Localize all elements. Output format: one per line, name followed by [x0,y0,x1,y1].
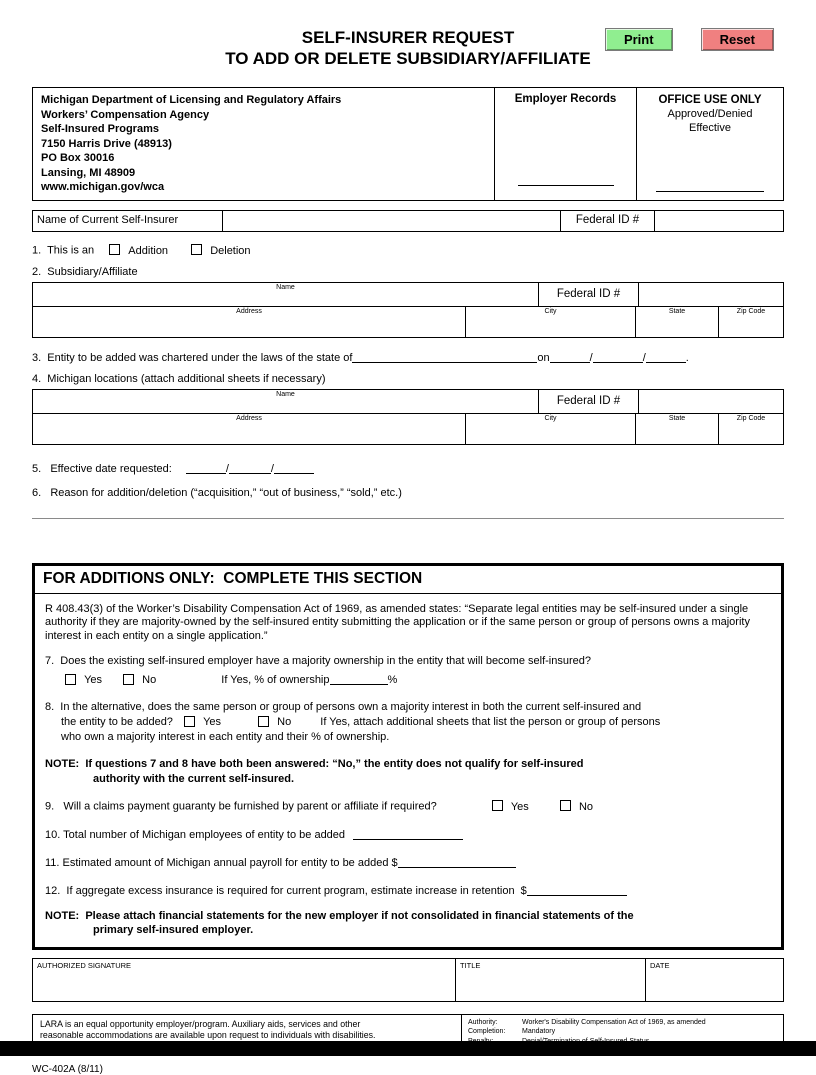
form-number: WC-402A (8/11) [32,1064,103,1075]
name-column-label: Name [276,283,295,291]
q8-yes-checkbox[interactable] [184,716,195,727]
subsidiary-federal-id-label: Federal ID # [539,283,639,306]
ownership-percent-blank[interactable] [330,673,388,685]
employer-records-fill-line[interactable] [518,185,614,186]
subsidiary-name-row [32,282,784,307]
note2-line2: primary self-insured employer. [93,924,254,936]
q8-item [45,700,771,745]
q7-yes-checkbox[interactable] [65,674,76,685]
q6-text: 6. Reason for addition/deletion (“acquisition,” “out of business,” “sold,” etc.) [32,486,402,499]
q3-slash1: / [589,351,593,364]
address-column-label: Address [236,307,262,315]
agency-line: Self-Insured Programs [41,123,159,135]
subsidiary-address-row [32,307,784,338]
location-federal-id-label: Federal ID # [539,390,639,413]
lara-line2: reasonable accommodations are available upon request to individuals with disabilities. [40,1030,376,1040]
q8-ifyes-text: If Yes, attach additional sheets that list the person or group of persons [320,716,661,728]
q7-no-checkbox[interactable] [123,674,134,685]
location-federal-id-input[interactable] [639,390,783,413]
note2-line1: NOTE: Please attach financial statements for the new employer if not consolidated in financial statements of the [45,909,634,922]
office-use-only-box [636,88,783,200]
location-address-cell[interactable] [33,414,466,444]
reset-button[interactable]: Reset [701,28,774,51]
additions-body [35,594,781,947]
current-insurer-name-label: Name of Current Self-Insurer [33,211,223,231]
q9-no-checkbox[interactable] [560,800,571,811]
current-insurer-name-input[interactable] [223,211,561,231]
retention-amount-blank[interactable] [527,884,627,896]
approved-denied-label: Approved/Denied [667,108,753,120]
q11-payroll [45,856,771,869]
location-name-row [32,389,784,414]
office-use-only-label: OFFICE USE ONLY [658,94,762,106]
addition-checkbox[interactable] [109,244,120,255]
q9-yes-label: Yes [510,800,529,813]
effective-date-year-blank[interactable] [274,462,314,474]
q2-text: 2. Subsidiary/Affiliate [32,265,138,278]
form-action-buttons [605,28,774,51]
form-content [0,87,816,1075]
q11-text: 11. Estimated amount of Michigan annual payroll for entity to be added $ [45,856,398,869]
location-city-cell[interactable] [466,414,636,444]
current-insurer-federal-id-label: Federal ID # [561,211,655,231]
q7-percent-sign: % [387,674,398,686]
subsidiary-address-cell[interactable] [33,307,466,337]
q3-chartered-state [32,351,784,364]
address-column-label: Address [236,414,262,422]
q1-text: 1. This is an [32,244,95,257]
chartered-date-day-blank[interactable] [593,351,643,363]
q5-text: 5. Effective date requested: [32,462,172,475]
q9-yes-checkbox[interactable] [492,800,503,811]
authority-row [468,1018,777,1028]
note1-line1: NOTE: If questions 7 and 8 have both been answered: “No,” the entity does not qualify for self-insured [45,758,584,770]
q5-slash2: / [270,462,274,475]
employer-records-label: Employer Records [514,93,617,105]
q8-line2 [45,715,771,730]
q3-on-text: on [537,351,550,364]
location-address-row [32,414,784,445]
deletion-label: Deletion [210,244,251,257]
chartered-date-month-blank[interactable] [550,351,590,363]
current-insurer-federal-id-input[interactable] [655,211,783,231]
additions-heading: FOR ADDITIONS ONLY: COMPLETE THIS SECTION [35,566,781,594]
location-name-cell[interactable] [33,390,539,413]
signature-row [32,958,784,1002]
authorized-signature-cell[interactable] [33,959,456,1001]
state-column-label: State [668,307,686,315]
note-questions-7-8 [45,757,771,786]
lara-line1: LARA is an equal opportunity employer/program. Auxiliary aids, services and other [40,1018,361,1029]
q8-no-label: No [277,716,292,728]
q3-text: 3. Entity to be added was chartered under the laws of the state of [32,351,353,364]
addition-label: Addition [128,244,169,257]
note1-line2: authority with the current self-insured. [93,772,295,785]
effective-label: Effective [689,122,731,134]
form-title-line2: TO ADD OR DELETE SUBSIDIARY/AFFILIATE [225,49,591,68]
subsidiary-table [32,282,784,338]
agency-line: PO Box 30016 [41,152,115,164]
agency-line: 7150 Harris Drive (48913) [41,137,172,150]
authorized-signature-label: AUTHORIZED SIGNATURE [37,960,132,970]
q8-line2-text: the entity to be added? [61,716,173,728]
chartered-date-year-blank[interactable] [646,351,686,363]
subsidiary-federal-id-input[interactable] [639,283,783,306]
q10-employees [45,828,771,841]
michigan-locations-table [32,389,784,445]
q4-text: 4. Michigan locations (attach additional sheets if necessary) [32,372,326,385]
q8-line1: 8. In the alternative, does the same person or group of persons own a majority interest in both the current self-insured and [45,701,642,713]
name-column-label: Name [276,390,295,398]
agency-website: www.michigan.gov/wca [41,181,165,193]
chartered-state-blank[interactable] [352,351,537,363]
location-state-cell[interactable] [636,414,719,444]
q3-period: . [685,351,689,364]
date-cell[interactable] [646,959,783,1001]
city-column-label: City [544,414,557,422]
title-label: TITLE [460,960,481,970]
q8-yes-label: Yes [203,716,222,728]
note-financial-statements [45,909,771,938]
q10-text: 10. Total number of Michigan employees of entity to be added [45,828,346,841]
city-column-label: City [544,307,557,315]
effective-date-day-blank[interactable] [229,462,271,474]
q12-retention [45,884,771,897]
completion-label: Completion: [468,1028,506,1035]
form-title-line1: SELF-INSURER REQUEST [301,28,515,47]
location-zip-cell[interactable] [719,414,783,444]
subsidiary-state-cell[interactable] [636,307,719,337]
q7-yes-label: Yes [84,674,103,686]
deletion-checkbox[interactable] [191,244,202,255]
subsidiary-zip-cell[interactable] [719,307,783,337]
zip-column-label: Zip Code [736,414,766,422]
subsidiary-name-cell[interactable] [33,283,539,306]
q9-claims-guaranty [45,800,771,813]
office-use-fill-line[interactable] [656,191,764,192]
agency-line: Lansing, MI 48909 [41,166,136,179]
q9-text: 9. Will a claims payment guaranty be furnished by parent or affiliate if required? [45,800,437,813]
reason-fill-line[interactable] [32,518,784,519]
q8-no-checkbox[interactable] [258,716,269,727]
q8-line3: who own a majority interest in each entity and their % of ownership. [61,731,390,743]
q7-no-label: No [142,674,157,686]
authority-value: Worker's Disability Compensation Act of 1969, as amended [522,1018,706,1026]
q7-answers [45,673,771,686]
for-additions-only-section [32,563,784,950]
title-cell[interactable] [456,959,646,1001]
additions-intro: R 408.43(3) of the Worker’s Disability Compensation Act of 1969, as amended states: “Separate legal entities may be self-insured under a single authority if they are majority-owned by the self-insured entity submitting the application or if the same person or group of persons owns a majority interest in each entity on a single application.” [45,602,750,642]
q12-text: 12. If aggregate excess insurance is required for current program, estimate increase in retention $ [45,884,527,897]
q5-effective-date [32,462,784,475]
agency-header-box [32,87,784,201]
q9-no-label: No [578,800,593,813]
q7-ifyes-text: If Yes, % of ownership [221,674,330,686]
current-insurer-row [32,210,784,232]
q2-subsidiary-affiliate [32,266,784,278]
date-label: DATE [650,960,670,970]
q5-slash1: / [225,462,229,475]
employer-records-box [494,88,636,200]
q6-reason [32,487,784,499]
employees-count-blank[interactable] [353,828,463,840]
print-button[interactable]: Print [605,28,673,51]
agency-address-block [33,88,494,200]
agency-line: Michigan Department of Licensing and Regulatory Affairs [41,94,342,106]
subsidiary-city-cell[interactable] [466,307,636,337]
q4-michigan-locations [32,373,784,385]
effective-date-month-blank[interactable] [186,462,226,474]
q3-slash2: / [642,351,646,364]
bottom-bar [0,1041,816,1056]
payroll-amount-blank[interactable] [398,856,516,868]
authority-label: Authority: [468,1018,498,1026]
agency-line: Workers’ Compensation Agency [41,108,210,121]
state-column-label: State [668,414,686,422]
q1-this-is-an [32,244,784,257]
q7-text: 7. Does the existing self-insured employer have a majority ownership in the entity that will become self-insured? [45,655,591,667]
completion-value: Mandatory [522,1028,556,1035]
zip-column-label: Zip Code [736,307,766,315]
completion-row [468,1027,777,1037]
